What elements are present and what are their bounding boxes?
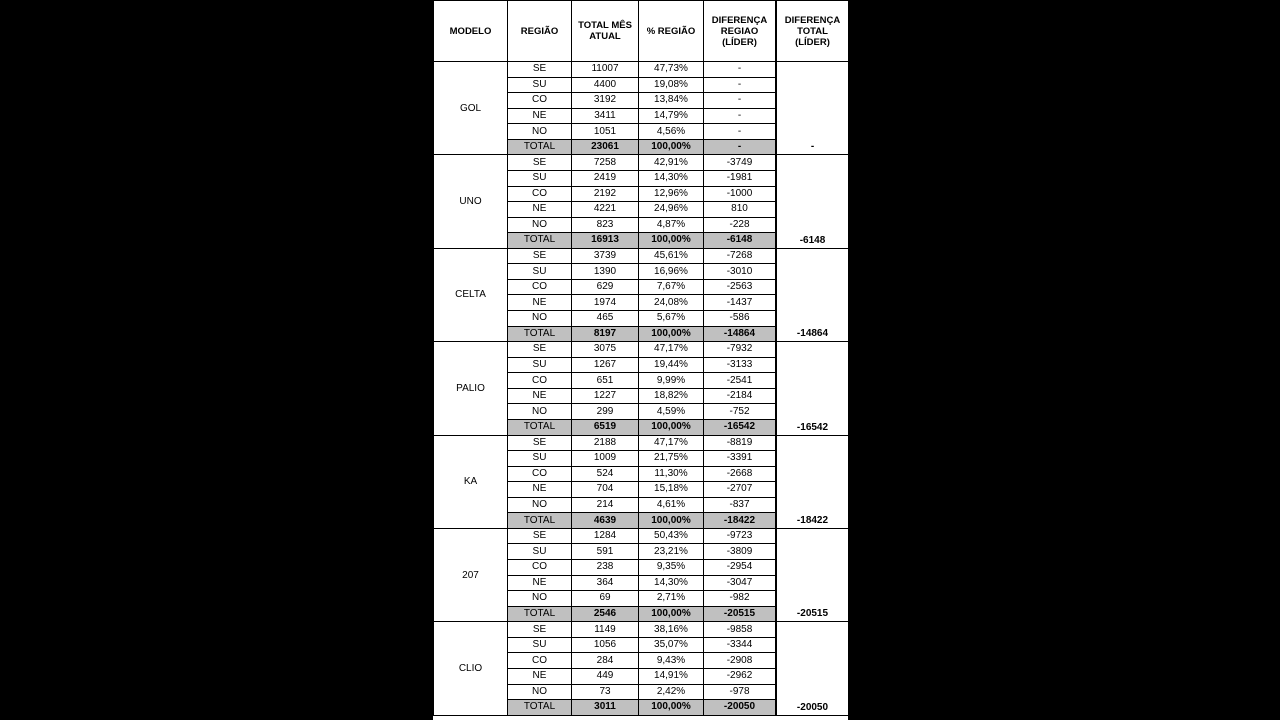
pct-regiao-cell: 13,84% xyxy=(639,93,704,109)
pct-regiao-cell: 45,61% xyxy=(639,248,704,264)
total-mes-cell: 591 xyxy=(572,544,639,560)
pct-regiao-cell: 12,96% xyxy=(639,186,704,202)
pct-regiao-cell: 100,00% xyxy=(639,700,704,716)
region-cell: NO xyxy=(508,684,572,700)
dif-total-cell: -20050 xyxy=(777,622,849,715)
region-cell: CO xyxy=(508,560,572,576)
pct-regiao-cell: 100,00% xyxy=(639,513,704,529)
dif-regiao-cell: -982 xyxy=(704,591,776,607)
pct-regiao-cell: 14,30% xyxy=(639,575,704,591)
total-mes-cell: 823 xyxy=(572,217,639,233)
total-mes-cell: 2188 xyxy=(572,435,639,451)
dif-regiao-cell: -3133 xyxy=(704,357,776,373)
region-cell: NE xyxy=(508,202,572,218)
dif-regiao-cell: -2908 xyxy=(704,653,776,669)
total-mes-cell: 1227 xyxy=(572,388,639,404)
total-mes-cell: 238 xyxy=(572,560,639,576)
dif-regiao-cell: -3391 xyxy=(704,451,776,467)
region-cell: CO xyxy=(508,93,572,109)
pct-regiao-cell: 4,87% xyxy=(639,217,704,233)
pct-regiao-cell: 5,67% xyxy=(639,311,704,327)
region-cell: SE xyxy=(508,62,572,78)
pct-regiao-cell: 47,73% xyxy=(639,62,704,78)
dif-regiao-cell: -837 xyxy=(704,497,776,513)
model-name: KA xyxy=(434,435,508,528)
total-mes-cell: 4221 xyxy=(572,202,639,218)
region-cell: SU xyxy=(508,544,572,560)
region-cell: SU xyxy=(508,77,572,93)
region-cell: TOTAL xyxy=(508,419,572,435)
total-mes-cell: 6519 xyxy=(572,419,639,435)
pct-regiao-cell: 4,56% xyxy=(639,124,704,140)
dif-regiao-cell: 810 xyxy=(704,202,776,218)
region-cell: SE xyxy=(508,435,572,451)
total-mes-cell: 1390 xyxy=(572,264,639,280)
sales-table xyxy=(433,0,849,716)
total-mes-cell: 1051 xyxy=(572,124,639,140)
region-cell: SE xyxy=(508,155,572,171)
pct-regiao-cell: 35,07% xyxy=(639,637,704,653)
pct-regiao-cell: 9,99% xyxy=(639,373,704,389)
pct-regiao-cell: 38,16% xyxy=(639,622,704,638)
total-mes-cell: 7258 xyxy=(572,155,639,171)
total-mes-cell: 3411 xyxy=(572,108,639,124)
pct-regiao-cell: 4,61% xyxy=(639,497,704,513)
pct-regiao-cell: 11,30% xyxy=(639,466,704,482)
pct-regiao-cell: 47,17% xyxy=(639,342,704,358)
region-cell: TOTAL xyxy=(508,233,572,249)
total-mes-cell: 23061 xyxy=(572,139,639,155)
spreadsheet-page xyxy=(433,0,848,720)
pct-regiao-cell: 100,00% xyxy=(639,606,704,622)
region-cell: NO xyxy=(508,124,572,140)
pct-regiao-cell: 24,08% xyxy=(639,295,704,311)
dif-regiao-cell: -1981 xyxy=(704,170,776,186)
pct-regiao-cell: 100,00% xyxy=(639,419,704,435)
dif-regiao-cell: - xyxy=(704,124,776,140)
dif-regiao-cell: -7932 xyxy=(704,342,776,358)
pct-regiao-cell: 9,43% xyxy=(639,653,704,669)
dif-regiao-cell: - xyxy=(704,62,776,78)
dif-regiao-cell: -2954 xyxy=(704,560,776,576)
pct-regiao-cell: 47,17% xyxy=(639,435,704,451)
pct-regiao-cell: 100,00% xyxy=(639,233,704,249)
pct-regiao-cell: 15,18% xyxy=(639,482,704,498)
region-cell: NE xyxy=(508,295,572,311)
total-mes-cell: 651 xyxy=(572,373,639,389)
total-mes-cell: 3011 xyxy=(572,700,639,716)
total-mes-cell: 1056 xyxy=(572,637,639,653)
dif-regiao-cell: -20515 xyxy=(704,606,776,622)
pct-regiao-cell: 42,91% xyxy=(639,155,704,171)
total-mes-cell: 69 xyxy=(572,591,639,607)
region-cell: TOTAL xyxy=(508,513,572,529)
header-dif-regiao: DIFERENÇA REGIAO (LÍDER) xyxy=(704,1,776,62)
header-total-mes: TOTAL MÊS ATUAL xyxy=(572,1,639,62)
pct-regiao-cell: 100,00% xyxy=(639,139,704,155)
pct-regiao-cell: 14,79% xyxy=(639,108,704,124)
pct-regiao-cell: 14,91% xyxy=(639,668,704,684)
dif-regiao-cell: -2668 xyxy=(704,466,776,482)
region-cell: NO xyxy=(508,404,572,420)
dif-regiao-cell: -2962 xyxy=(704,668,776,684)
dif-regiao-cell: -1437 xyxy=(704,295,776,311)
region-cell: TOTAL xyxy=(508,606,572,622)
dif-total-cell: -18422 xyxy=(777,435,849,528)
region-cell: NE xyxy=(508,388,572,404)
dif-regiao-cell: -978 xyxy=(704,684,776,700)
total-mes-cell: 1974 xyxy=(572,295,639,311)
dif-regiao-cell: -3047 xyxy=(704,575,776,591)
dif-regiao-cell: -16542 xyxy=(704,419,776,435)
dif-total-cell: -6148 xyxy=(777,155,849,248)
region-cell: NE xyxy=(508,575,572,591)
region-cell: CO xyxy=(508,653,572,669)
total-mes-cell: 1009 xyxy=(572,451,639,467)
pct-regiao-cell: 100,00% xyxy=(639,326,704,342)
total-mes-cell: 2192 xyxy=(572,186,639,202)
model-name: CLIO xyxy=(434,622,508,715)
dif-regiao-cell: -586 xyxy=(704,311,776,327)
dif-total-cell: -14864 xyxy=(777,248,849,341)
region-cell: TOTAL xyxy=(508,700,572,716)
region-cell: SU xyxy=(508,357,572,373)
dif-regiao-cell: -3749 xyxy=(704,155,776,171)
total-mes-cell: 1267 xyxy=(572,357,639,373)
total-mes-cell: 4400 xyxy=(572,77,639,93)
total-mes-cell: 3192 xyxy=(572,93,639,109)
dif-regiao-cell: - xyxy=(704,93,776,109)
dif-regiao-cell: -2184 xyxy=(704,388,776,404)
pct-regiao-cell: 23,21% xyxy=(639,544,704,560)
total-mes-cell: 8197 xyxy=(572,326,639,342)
dif-regiao-cell: -6148 xyxy=(704,233,776,249)
total-mes-cell: 3739 xyxy=(572,248,639,264)
dif-regiao-cell: -3010 xyxy=(704,264,776,280)
dif-total-cell: - xyxy=(777,62,849,155)
model-name: UNO xyxy=(434,155,508,248)
region-cell: CO xyxy=(508,186,572,202)
total-mes-cell: 704 xyxy=(572,482,639,498)
table-row xyxy=(434,528,849,544)
dif-regiao-cell: -1000 xyxy=(704,186,776,202)
pct-regiao-cell: 21,75% xyxy=(639,451,704,467)
dif-regiao-cell: -2707 xyxy=(704,482,776,498)
table-row xyxy=(434,62,849,78)
total-mes-cell: 214 xyxy=(572,497,639,513)
pct-regiao-cell: 16,96% xyxy=(639,264,704,280)
dif-regiao-cell: - xyxy=(704,77,776,93)
dif-regiao-cell: - xyxy=(704,108,776,124)
total-mes-cell: 2419 xyxy=(572,170,639,186)
pct-regiao-cell: 14,30% xyxy=(639,170,704,186)
region-cell: CO xyxy=(508,466,572,482)
region-cell: NO xyxy=(508,497,572,513)
total-mes-cell: 73 xyxy=(572,684,639,700)
header-modelo: MODELO xyxy=(434,1,508,62)
table-row xyxy=(434,435,849,451)
table-row xyxy=(434,155,849,171)
dif-regiao-cell: -7268 xyxy=(704,248,776,264)
dif-regiao-cell: -228 xyxy=(704,217,776,233)
dif-regiao-cell: -3344 xyxy=(704,637,776,653)
header-row xyxy=(434,1,849,62)
dif-regiao-cell: -752 xyxy=(704,404,776,420)
region-cell: SE xyxy=(508,622,572,638)
pct-regiao-cell: 50,43% xyxy=(639,528,704,544)
region-cell: CO xyxy=(508,279,572,295)
total-mes-cell: 629 xyxy=(572,279,639,295)
region-cell: SE xyxy=(508,528,572,544)
region-cell: NO xyxy=(508,591,572,607)
pct-regiao-cell: 19,08% xyxy=(639,77,704,93)
pct-regiao-cell: 24,96% xyxy=(639,202,704,218)
region-cell: CO xyxy=(508,373,572,389)
table-row xyxy=(434,622,849,638)
dif-regiao-cell: -3809 xyxy=(704,544,776,560)
dif-regiao-cell: -9723 xyxy=(704,528,776,544)
total-mes-cell: 3075 xyxy=(572,342,639,358)
pct-regiao-cell: 2,71% xyxy=(639,591,704,607)
dif-total-cell: -20515 xyxy=(777,528,849,621)
header-regiao: REGIÃO xyxy=(508,1,572,62)
region-cell: SU xyxy=(508,170,572,186)
total-mes-cell: 1149 xyxy=(572,622,639,638)
region-cell: SE xyxy=(508,342,572,358)
table-row xyxy=(434,342,849,358)
region-cell: NE xyxy=(508,108,572,124)
total-mes-cell: 16913 xyxy=(572,233,639,249)
model-name: PALIO xyxy=(434,342,508,435)
model-name: 207 xyxy=(434,528,508,621)
total-mes-cell: 2546 xyxy=(572,606,639,622)
total-mes-cell: 4639 xyxy=(572,513,639,529)
pct-regiao-cell: 2,42% xyxy=(639,684,704,700)
pct-regiao-cell: 18,82% xyxy=(639,388,704,404)
region-cell: NO xyxy=(508,311,572,327)
pct-regiao-cell: 19,44% xyxy=(639,357,704,373)
total-mes-cell: 299 xyxy=(572,404,639,420)
dif-regiao-cell: - xyxy=(704,139,776,155)
total-mes-cell: 364 xyxy=(572,575,639,591)
dif-regiao-cell: -20050 xyxy=(704,700,776,716)
total-mes-cell: 11007 xyxy=(572,62,639,78)
region-cell: SU xyxy=(508,451,572,467)
pct-regiao-cell: 7,67% xyxy=(639,279,704,295)
total-mes-cell: 465 xyxy=(572,311,639,327)
header-pct-regiao: % REGIÃO xyxy=(639,1,704,62)
total-mes-cell: 1284 xyxy=(572,528,639,544)
pct-regiao-cell: 9,35% xyxy=(639,560,704,576)
table-row xyxy=(434,248,849,264)
model-name: GOL xyxy=(434,62,508,155)
header-dif-total: DIFERENÇA TOTAL (LÍDER) xyxy=(777,1,849,62)
dif-total-cell: -16542 xyxy=(777,342,849,435)
total-mes-cell: 524 xyxy=(572,466,639,482)
total-mes-cell: 449 xyxy=(572,668,639,684)
region-cell: NE xyxy=(508,668,572,684)
region-cell: TOTAL xyxy=(508,139,572,155)
region-cell: SE xyxy=(508,248,572,264)
region-cell: SU xyxy=(508,264,572,280)
region-cell: NE xyxy=(508,482,572,498)
region-cell: SU xyxy=(508,637,572,653)
dif-regiao-cell: -2563 xyxy=(704,279,776,295)
total-mes-cell: 284 xyxy=(572,653,639,669)
region-cell: NO xyxy=(508,217,572,233)
dif-regiao-cell: -9858 xyxy=(704,622,776,638)
dif-regiao-cell: -2541 xyxy=(704,373,776,389)
pct-regiao-cell: 4,59% xyxy=(639,404,704,420)
region-cell: TOTAL xyxy=(508,326,572,342)
dif-regiao-cell: -8819 xyxy=(704,435,776,451)
dif-regiao-cell: -14864 xyxy=(704,326,776,342)
dif-regiao-cell: -18422 xyxy=(704,513,776,529)
model-name: CELTA xyxy=(434,248,508,341)
